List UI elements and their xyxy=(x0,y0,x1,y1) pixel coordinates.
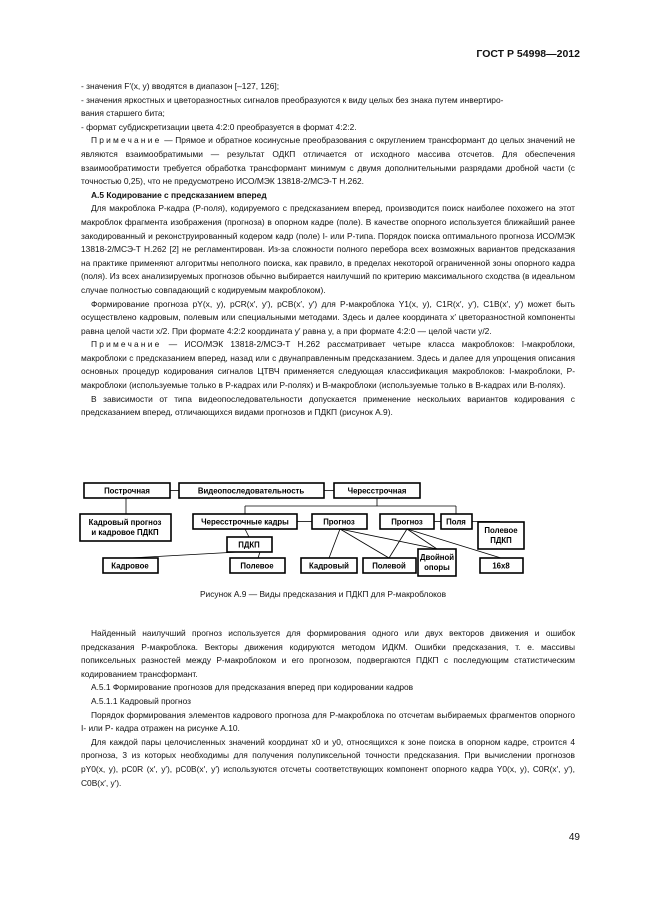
list-item: - значения F′(x, y) вводятся в диапазон [–127, 126]; xyxy=(81,81,280,91)
figure-caption: Рисунок А.9 — Виды предсказания и ПДКП для Р-макроблоков xyxy=(199,589,447,599)
paragraph: Найденный наилучший прогноз используется для формирования одного или двух векторов движения и ошибок предсказания Р-макроблока. Векторы движения кодируются методом ИДКМ. Ошибки предсказания, т. е. массивы попиксельных разностей между Р-макроблоком и его прогнозом, подвергаются ПДКП с последующим статистическим кодированием трансформант. xyxy=(81,628,575,679)
label-field-leaf: Полевое xyxy=(240,561,274,571)
paragraph: Формирование прогноза рY(x, y), рСR(x′, y′), рСB(x′, y′) для Р-макроблока Y1(x, y), С1R(x′, y′), С1B(x′, y′) может быть осуществлено кадровым, полевым или специальными методами. Здесь и далее координата x′ цветоразностной компоненты равна целой части x/2. При формате 4:2:2 координата y′ равна y, а при формате 4:2:0 — целой части y/2. xyxy=(81,298,575,336)
label-frame-leaf: Кадровое xyxy=(111,561,149,571)
paragraph: Для каждой пары целочисленных значений координат x0 и y0, относящихся к зоне поиска в опорном кадре, строится 4 прогноза, 3 из которых необходимы для получения полупиксельной точности предсказания. При вычислении прогнозов рY0(x, y), рС0R (x′, y′), рС0B(x′, y′) используются отсчеты соответствующих компонент опорного кадра Y0(x, y), С0R(x′, y′), С0B(x′, y′). xyxy=(81,736,575,788)
note-label: Примечание xyxy=(91,135,162,146)
document-header: ГОСТ Р 54998—2012 xyxy=(476,48,580,60)
note-text: — ИСО/МЭК 13818-2/МСЭ-Т Н.262 рассматривает четыре класса макроблоков: I-макроблоки, макроблоки с предсказанием вперед, назад или с двунаправленным предсказанием. Здесь и далее для упрощения описания основных процедур кодирования сигналов ЦТВЧ применяется следующая классификация макроблоков: I-макроблоки, Р-макроблоки (используемые только в Р-кадрах или Р-полях) и В-макроблоки (используемые только в В-кадрах или В-полях). xyxy=(81,339,575,391)
paragraph: Порядок формирования элементов кадрового прогноза для Р-макроблока по отсчетам выбираемых фрагментов опорного I- или Р- кадра отражен на рисунке А.10. xyxy=(81,709,575,734)
paragraph: Для макроблока Р-кадра (Р-поля), кодируемого с предсказанием вперед, производится поиск наиболее похожего на этот макроблок фрагмента изображения (прогноза) в опорном кадре (поле). В качестве опорного используется ближайший ранее закодированный и реконструированный кодером кадр (поле) I- или Р-типа. Порядок поиска оптимального прогноза ИСО/МЭК 13818-2/МСЭ-Т Н.262 [2] не регламентирован. Из-за сложности полного перебора всех возможных вариантов предсказания на практике применяют алгоритмы неполного поиска, как правило, в пределах некоторой ограниченной зоны опорного кадра (поля). Из всех анализируемых прогнозов обычно выбирается наилучший по критерию максимального сходства (в идеальном случае полностью совпадающий с кодируемым макроблоком). xyxy=(81,203,575,295)
note-paragraph xyxy=(81,338,575,392)
arrow-line xyxy=(245,529,249,537)
label-frame-prediction-1: Кадровый прогноз xyxy=(88,518,162,527)
page-number: 49 xyxy=(568,832,580,843)
label-fields: Поля xyxy=(446,517,466,527)
label-field-pdkp-1: Полевое xyxy=(484,526,518,535)
label-frame-prediction-2: и кадровое ПДКП xyxy=(91,528,159,537)
arrow-line xyxy=(329,529,340,558)
label-prognoz-2: Прогноз xyxy=(391,517,423,527)
label-dual-2: опоры xyxy=(424,563,450,572)
list-item: - значения яркостных и цветоразностных сигналов преобразуются к виду целых без знака путем инвертиро- xyxy=(81,94,504,105)
subsection-heading: А.5.1.1 Кадровый прогноз xyxy=(91,695,192,706)
label-interlaced: Чересстрочная xyxy=(347,486,407,496)
label-video-sequence: Видеопоследовательность xyxy=(197,486,305,496)
label-progressive: Построчная xyxy=(104,486,150,496)
bottom-text-block xyxy=(81,627,575,790)
label-pdkp: ПДКП xyxy=(238,540,260,550)
label-field-pdkp-2: ПДКП xyxy=(490,536,512,545)
arrow-line xyxy=(340,529,389,558)
prediction-diagram xyxy=(70,478,570,578)
section-heading: А.5 Кодирование с предсказанием вперед xyxy=(91,189,267,200)
label-prognoz-1: Прогноз xyxy=(323,517,355,527)
note-text: — Прямое и обратное косинусные преобразования с округлением трансформант до целых значений не являются взаимообратимыми — результат ОДКП отличается от исходного массива отсчетов. Для обеспечения взаимообратимости требуется обработка трансформант минимум с двумя дополнительными разрядами дробной части (с точностью 0,25), что не предусмотрено ИСО/МЭК 13818-2/МСЭ-Т Н.262. xyxy=(81,135,575,187)
label-dual-1: Двойной xyxy=(419,553,455,562)
label-interlaced-frames: Чересстрочные кадры xyxy=(201,517,289,527)
list-item: - формат субдискретизации цвета 4:2:0 преобразуется в формат 4:2:2. xyxy=(81,121,357,132)
label-16x8: 16х8 xyxy=(492,561,510,571)
arrow-line xyxy=(130,552,238,558)
paragraph: В зависимости от типа видеопоследовательности допускается применение нескольких вариантов кодирования с предсказанием вперед, отличающихся видами прогнозов и ПДКП (рисунок А.9). xyxy=(81,393,575,418)
arrow-line xyxy=(258,552,260,558)
subsection-heading: А.5.1 Формирование прогнозов для предсказания вперед при кодировании кадров xyxy=(91,682,414,693)
list-item: вания старшего бита; xyxy=(81,108,165,119)
arrow-line xyxy=(389,529,407,558)
note-label: Примечание xyxy=(91,339,162,350)
label-field-leaf-2: Полевой xyxy=(372,561,406,571)
top-text-block xyxy=(81,80,575,420)
note-paragraph xyxy=(81,134,575,188)
label-frame-leaf-2: Кадровый xyxy=(309,561,349,571)
